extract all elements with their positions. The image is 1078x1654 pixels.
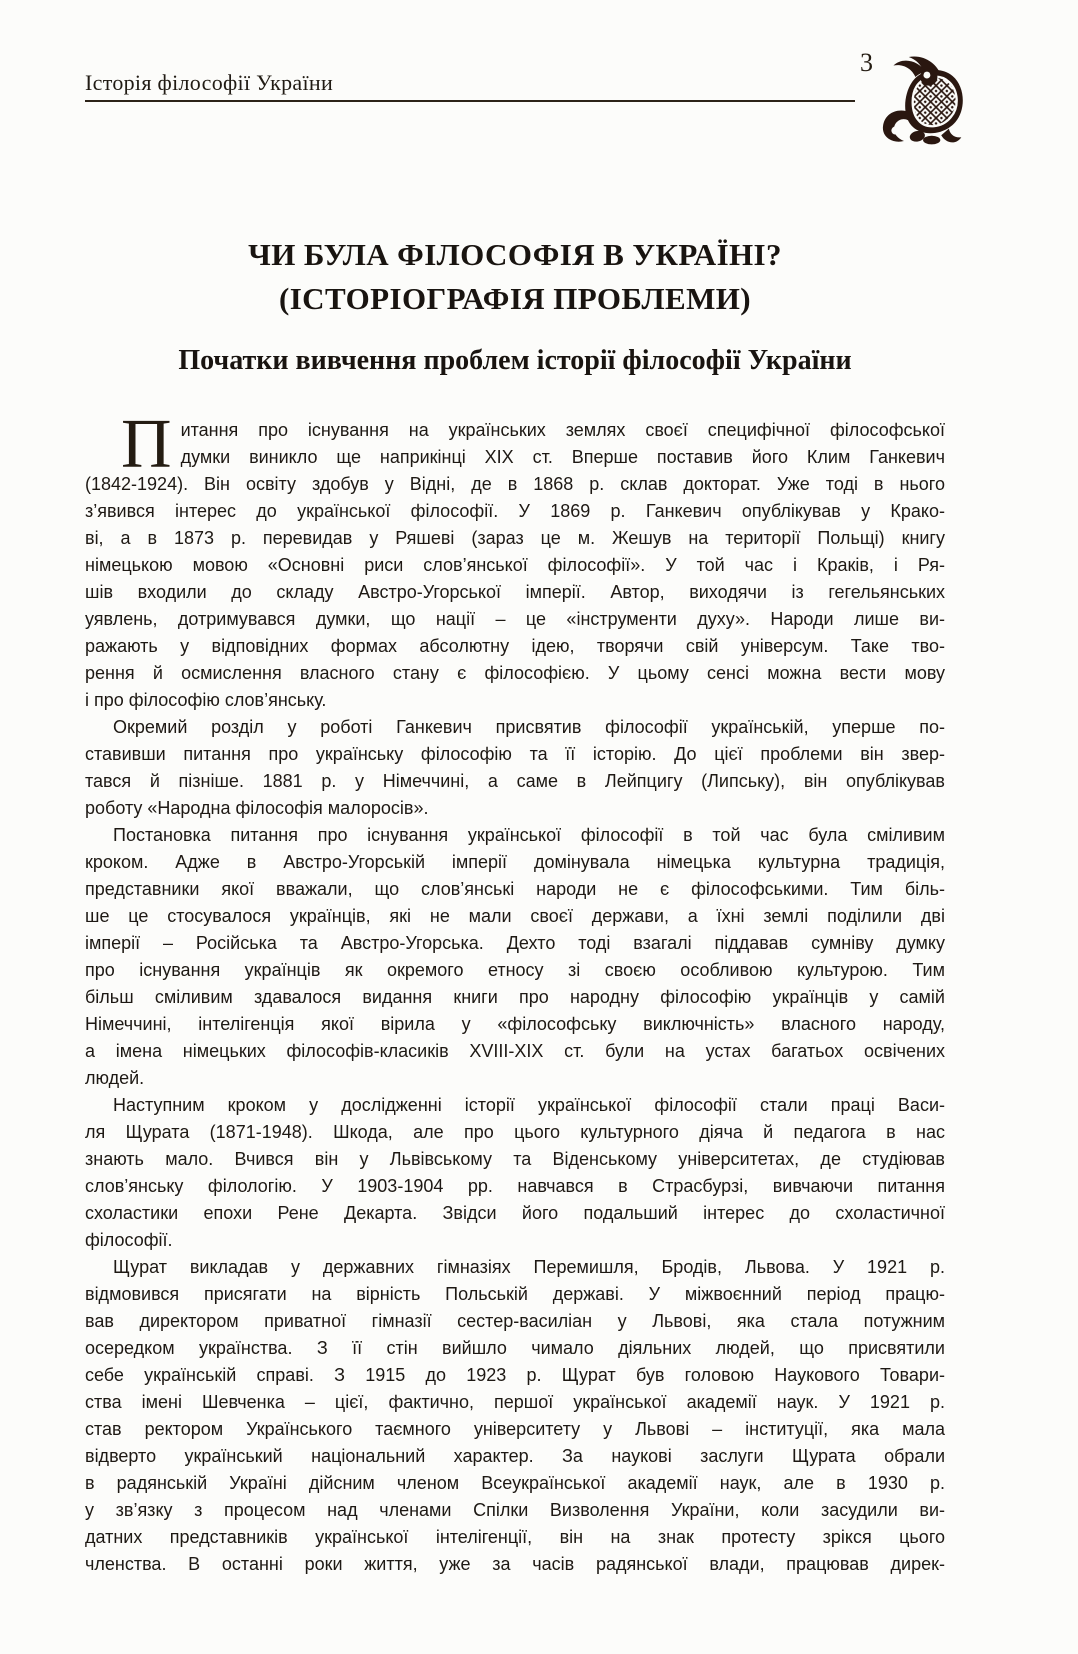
chapter-title-line1: ЧИ БУЛА ФІЛОСОФІЯ В УКРАЇНІ? <box>248 237 782 272</box>
body-line: рення й осмислення власного стану є філософією. У цьому сенсі можна вести мову <box>85 663 945 683</box>
body-line: Окремий розділ у роботі Ганкевич присвятив філософії українській, уперше по- <box>113 717 945 737</box>
body-line: знають мало. Вчився він у Львівському та Віденському університетах, де студіював <box>85 1149 945 1169</box>
body-line: тався й пізніше. 1881 р. у Німеччині, а саме в Лейпцигу (Липську), він опублікував <box>85 771 945 791</box>
paragraph <box>85 822 945 1092</box>
body-line: Німеччині, інтелігенція якої вірила у «філософську виключність» власного народу, <box>85 1014 945 1034</box>
body-line: з’явився інтерес до української філософії. У 1869 р. Ганкевич опублікував у Крако- <box>85 501 945 521</box>
body-line: людей. <box>85 1068 145 1088</box>
paragraph <box>85 714 945 822</box>
drop-cap: П <box>121 406 172 483</box>
body-line: Постановка питання про існування української філософії в той час була сміливим <box>113 825 945 845</box>
body-line: Наступним кроком у дослідженні історії української філософії стали праці Васи- <box>113 1095 945 1115</box>
body-line: себе українській справі. З 1915 до 1923 р. Щурат був головою Наукового Товари- <box>85 1365 945 1385</box>
body-line: став ректором Українського таємного університету у Львові – інституції, яка мала <box>85 1419 945 1439</box>
body-line: вав директором приватної гімназії сестер-василіан у Львові, яка стала потужним <box>85 1311 945 1331</box>
body-line: шів входили до складу Австро-Угорської імперії. Автор, виходячи із гегельянських <box>85 582 945 602</box>
body-line: кроком. Адже в Австро-Угорській імперії домінувала німецька культурна традиція, <box>85 852 945 872</box>
body-line: представники якої вважали, що слов’янські народи не є філософськими. Тим біль- <box>85 879 945 899</box>
body-line: ражають у відповідних формах абсолютну ідею, творячи свій універсум. Таке тво- <box>85 636 945 656</box>
body-line: членства. В останні роки життя, уже за часів радянської влади, працював дирек- <box>85 1554 945 1574</box>
page-number: 3 <box>860 48 873 77</box>
body-line: про існування українців як окремого етносу зі своєю особливою культурою. Тим <box>85 960 945 980</box>
body-line: відмовився присягати на вірність Польській державі. У міжвоєнний період працю- <box>85 1284 945 1304</box>
body-line: відверто український національний характер. За наукові заслуги Щурата обрали <box>85 1446 945 1466</box>
body-line: німецькою мовою «Основні риси слов’янської філософії». У той час і Краків, і Ря- <box>85 555 945 575</box>
body-line: ві, а в 1873 р. перевидав у Ряшеві (зараз це м. Жешув на території Польщі) книгу <box>85 528 945 548</box>
header-rule <box>85 100 855 102</box>
body-line: ше це стосувалося українців, які не мали своєї держави, а їхні землі поділили дві <box>85 906 945 926</box>
body-line: ставивши питання про українську філософію та її історію. До цієї проблеми він звер- <box>85 744 945 764</box>
body-line: думки виникло ще наприкінці XIX ст. Вперше поставив його Клим Ганкевич <box>180 447 945 467</box>
body-line: слов’янську філологію. У 1903-1904 рр. навчався в Страсбурзі, вивчаючи питання <box>85 1176 945 1196</box>
body-line: (1842-1924). Він освіту здобув у Відні, де в 1868 р. склав докторат. Уже тоді в нього <box>85 474 945 494</box>
chapter-title-line2: (ІСТОРІОГРАФІЯ ПРОБЛЕМИ) <box>279 281 751 316</box>
body-line: Щурат викладав у державних гімназіях Перемишля, Бродів, Львова. У 1921 р. <box>113 1257 945 1277</box>
body-line: ства імені Шевченка – цієї, фактично, першої української академії наук. У 1921 р. <box>85 1392 945 1412</box>
body-text <box>85 406 945 1578</box>
body-line: більш сміливим здавалося видання книги про народну філософію українців у самій <box>85 987 945 1007</box>
body-line: філософії. <box>85 1230 173 1250</box>
paragraph <box>85 1092 945 1254</box>
body-line: осередком українства. З її стін вийшло чимало діяльних людей, що присвятили <box>85 1338 945 1358</box>
running-header <box>0 0 1078 150</box>
body-line: роботу «Народна філософія малоросів». <box>85 798 429 818</box>
body-line: итання про існування на українських землях своєї специфічної філософської <box>180 420 945 440</box>
section-subtitle: Початки вивчення проблем історії філософії України <box>178 345 852 376</box>
body-line: датних представників української інтелігенції, він на знак протесту зрікся цього <box>85 1527 945 1547</box>
body-line: ля Щурата (1871-1948). Шкода, але про цього культурного діяча й педагога в нас <box>85 1122 945 1142</box>
body-line: схоластики епохи Рене Декарта. Звідси його подальший інтерес до схоластичної <box>85 1203 945 1223</box>
body-line: а імена німецьких філософів-класиків XVIII-XIX ст. були на устах багатьох освічених <box>85 1041 945 1061</box>
body-line: в радянській Україні дійсним членом Всеукраїнської академії наук, але в 1930 р. <box>85 1473 945 1493</box>
paragraph <box>85 406 945 714</box>
floral-ornament-icon <box>882 52 968 146</box>
running-header-title: Історія філософії України <box>85 70 334 95</box>
body-line: і про філософію слов’янську. <box>85 690 327 710</box>
body-line: у зв’язку з процесом над членами Спілки Визволення України, коли засудили ви- <box>85 1500 945 1520</box>
body-line: імперії – Російська та Австро-Угорська. Дехто тоді взагалі піддавав сумніву думку <box>85 933 945 953</box>
body-line: уявлень, дотримувався думки, що нації – це «інструменти духу». Народи лише ви- <box>85 609 945 629</box>
paragraph <box>85 1254 945 1578</box>
